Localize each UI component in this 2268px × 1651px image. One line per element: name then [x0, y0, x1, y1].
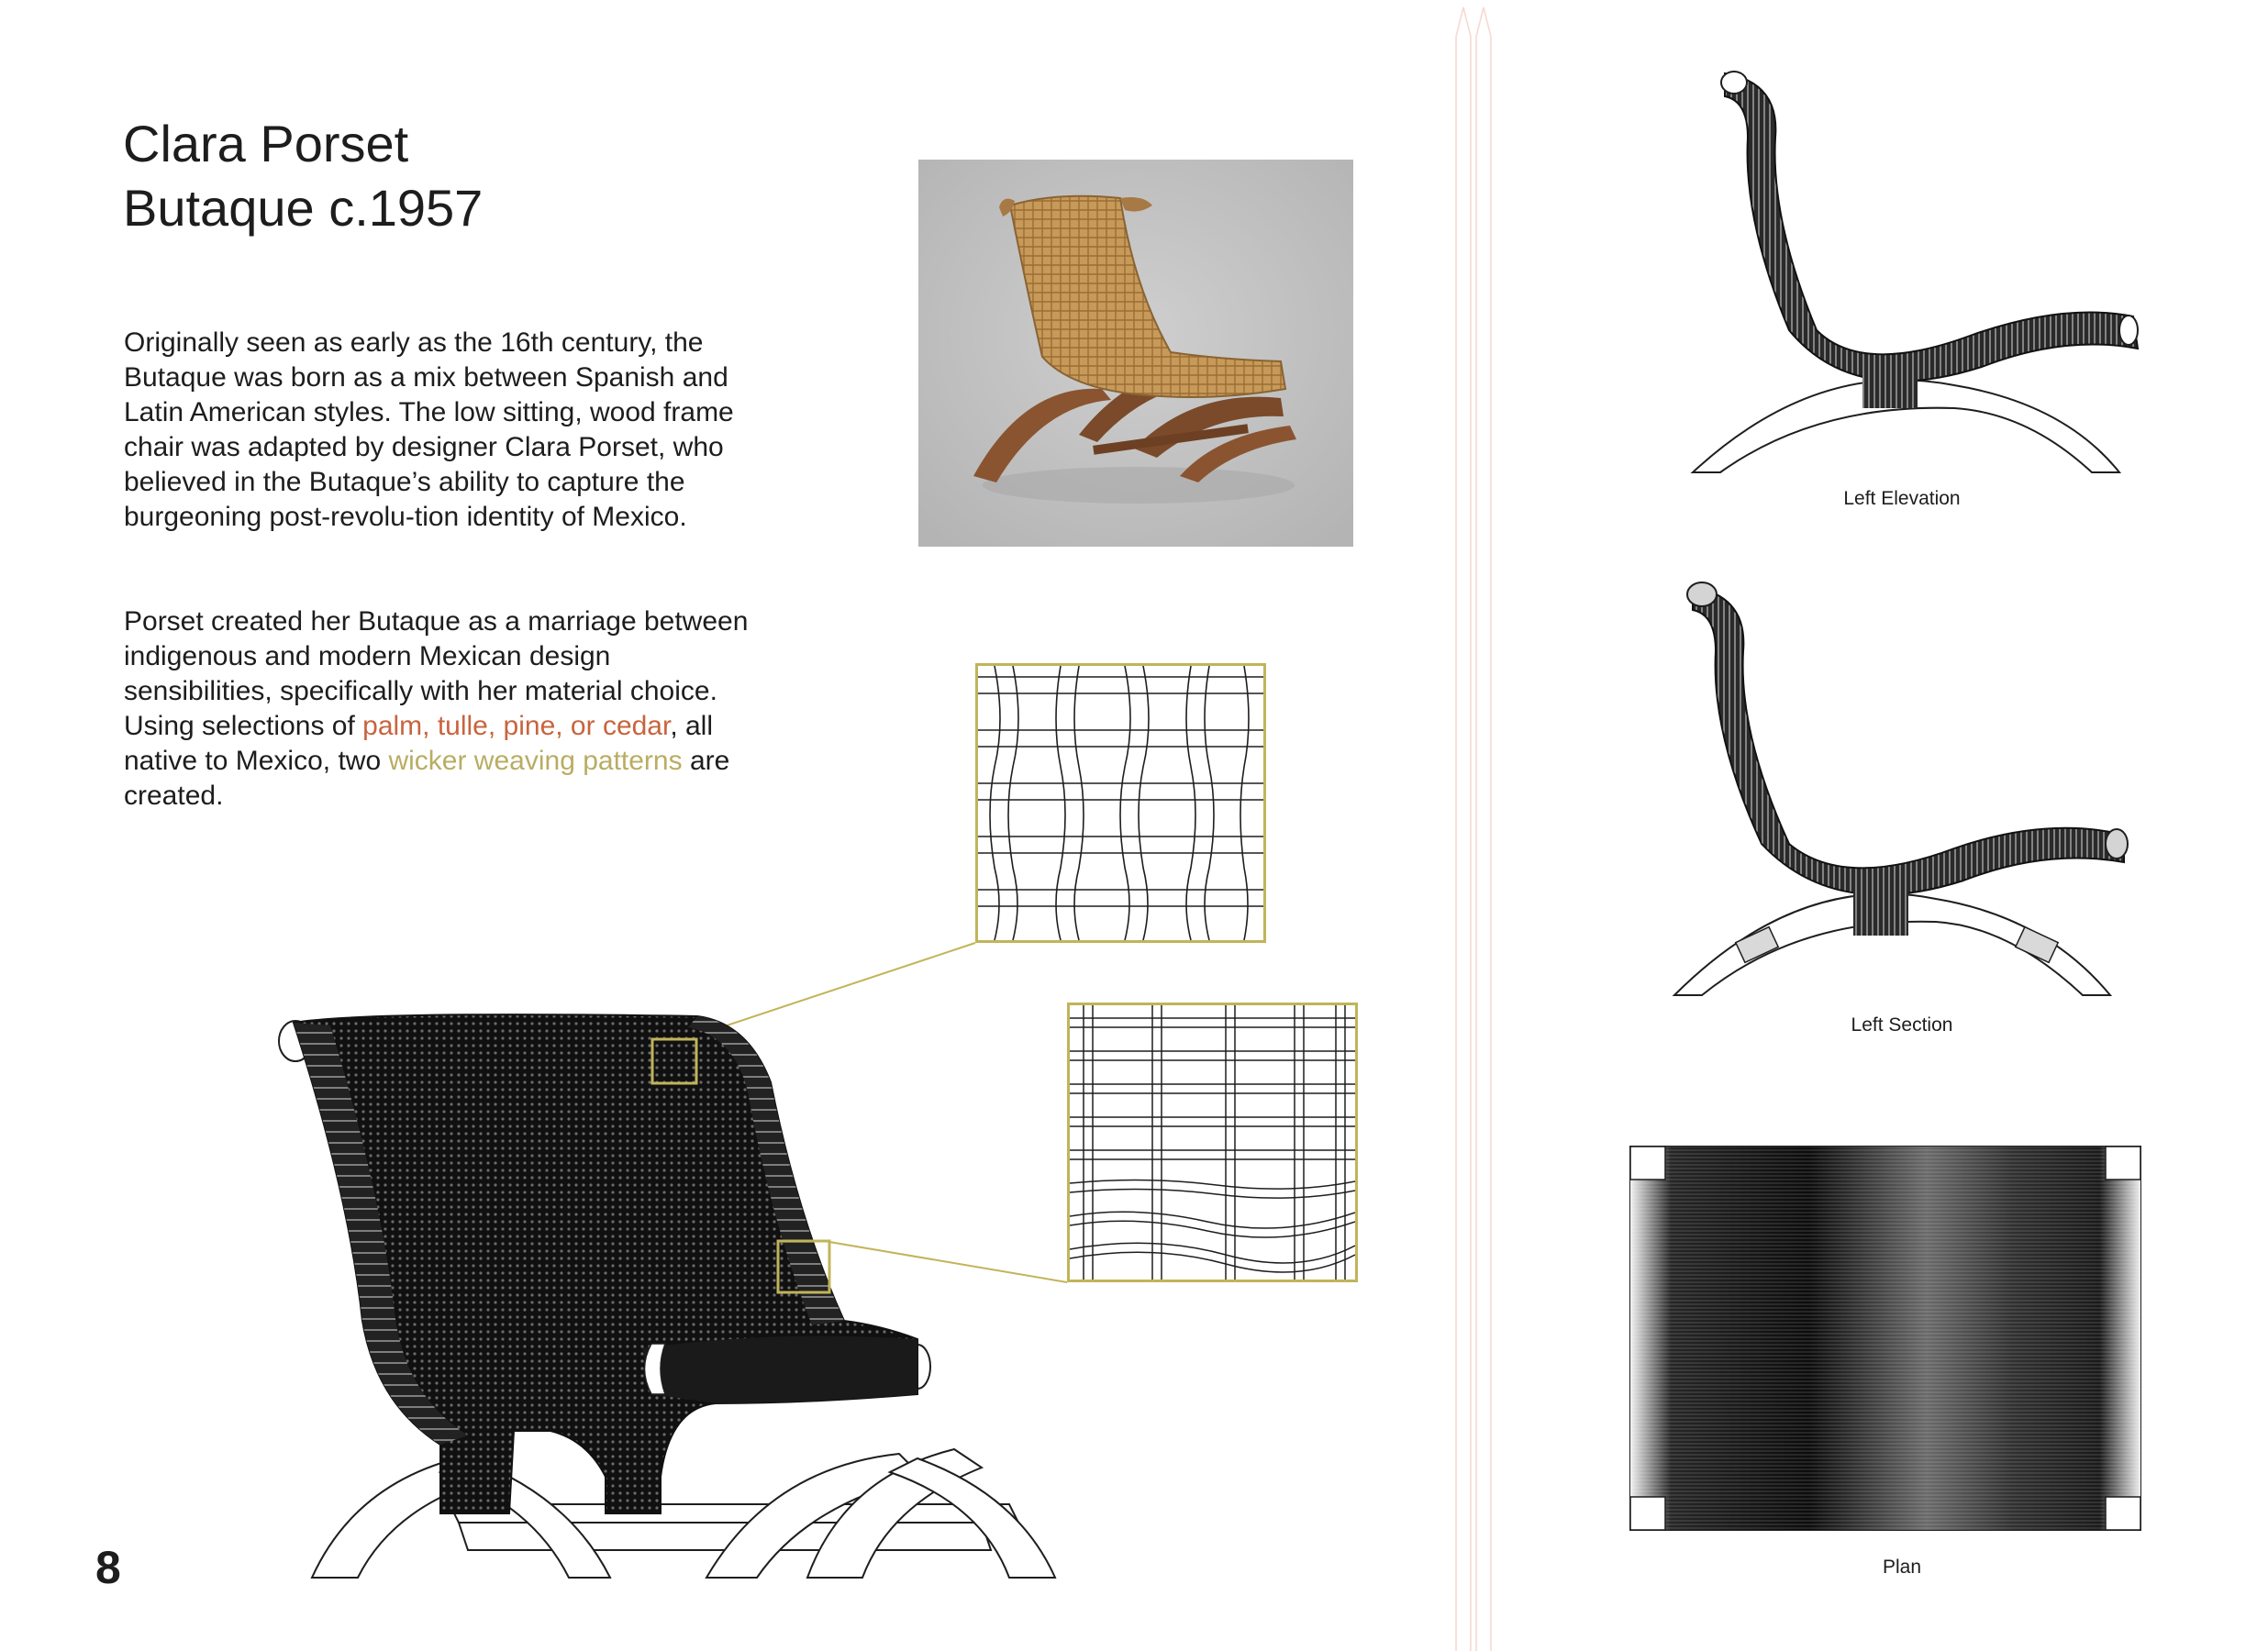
title-line-2: Butaque c.1957 [123, 179, 484, 237]
page-number: 8 [95, 1542, 121, 1593]
page-divider [1450, 0, 1494, 1651]
weave-pattern-detail-1 [975, 663, 1266, 943]
butaque-chair-photo-icon [918, 160, 1353, 547]
wicker-chair-axonometric-drawing-icon [257, 917, 1211, 1633]
chair-plan-drawing-icon [1629, 1145, 2142, 1532]
material-text-2: , all native to Mexico, two [124, 711, 714, 776]
materials-highlight: palm, tulle, pine, or cedar [362, 711, 671, 741]
page-title [123, 112, 483, 240]
material-text-1: Porset created her Butaque as a marriage between indigenous and modern Mexican design sensibilities, specifically with her material choice. Using selections of [124, 606, 749, 741]
material-text-3: are created. [124, 746, 730, 811]
title-line-1: Clara Porset [123, 115, 409, 172]
intro-paragraph: Originally seen as early as the 16th century, the Butaque was born as a mix between Spanish and Latin American styles. The low sitting, wood frame chair was adapted by designer Clara Porset, who believed in the Butaque’s ability to capture the burgeoning post-revolu-tion identity of Mexico. [124, 327, 734, 532]
basket-weave-pattern-icon [978, 666, 1263, 940]
left-section-caption: Left Section [1851, 1014, 1953, 1036]
chair-photo [918, 160, 1353, 547]
plan-caption: Plan [1882, 1557, 1922, 1578]
chair-left-elevation-drawing-icon [1679, 55, 2156, 486]
weaving-patterns-highlight: wicker weaving patterns [388, 746, 683, 776]
material-paragraph [124, 604, 766, 814]
left-elevation-caption: Left Elevation [1843, 488, 1961, 509]
chair-left-section-drawing-icon [1661, 569, 2138, 1000]
